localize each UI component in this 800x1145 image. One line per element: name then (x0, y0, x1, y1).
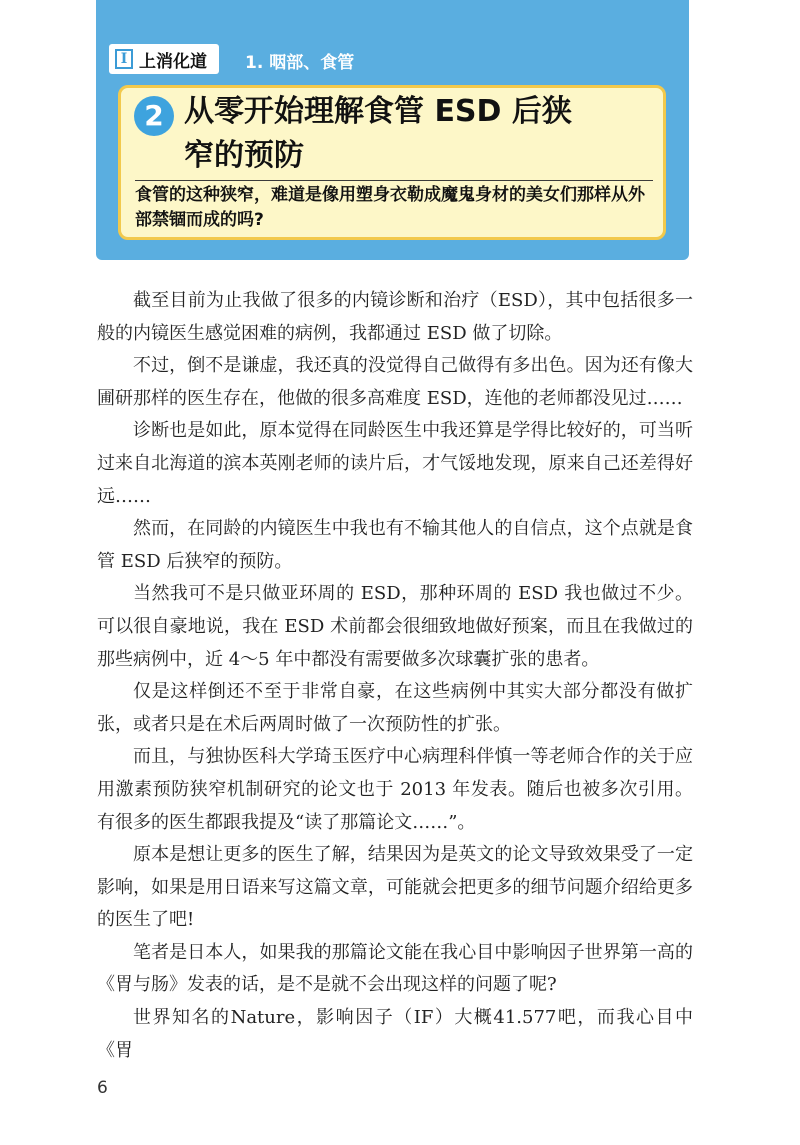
body-text (97, 285, 693, 1067)
section-label (109, 44, 219, 74)
chapter-title-line2: 窄的预防 (184, 138, 304, 173)
chapter-title-line1: 从零开始理解食管 ESD 后狭 (184, 94, 572, 129)
section-roman-numeral: I (115, 49, 133, 69)
page-number: 6 (97, 1078, 108, 1098)
paragraph: 而且，与独协医科大学琦玉医疗中心病理科伴慎一等老师合作的关于应用激素预防狭窄机制研究的论文也于 2013 年发表。随后也被多次引用。有很多的医生都跟我提及“读了那篇论文……”。 (97, 746, 693, 833)
paragraph: 原本是想让更多的医生了解，结果因为是英文的论文导致效果受了一定影响，如果是用日语来写这篇文章，可能就会把更多的细节问题介绍给更多的医生了吧! (97, 844, 693, 931)
subsection-title: 1. 咽部、食管 (245, 53, 355, 73)
paragraph: 截至目前为止我做了很多的内镜诊断和治疗（ESD），其中包括很多一般的内镜医生感觉困难的病例，我都通过 ESD 做了切除。 (97, 290, 693, 344)
paragraph: 笔者是日本人，如果我的那篇论文能在我心目中影响因子世界第一高的《胃与肠》发表的话，是不是就不会出现这样的问题了呢? (97, 941, 693, 996)
chapter-number-badge: 2 (134, 96, 174, 136)
paragraph: 然而，在同龄的内镜医生中我也有不输其他人的自信点，这个点就是食管 ESD 后狭窄的预防。 (97, 518, 693, 572)
chapter-sub-question: 食管的这种狭窄，难道是像用塑身衣勒成魔鬼身材的美女们那样从外部禁锢而成的吗? (135, 185, 645, 230)
chapter-title-box (118, 85, 666, 240)
paragraph: 当然我可不是只做亚环周的 ESD，那种环周的 ESD 我也做过不少。可以很自豪地说，我在 ESD 术前都会很细致地做好预案，而且在我做过的那些病例中，近 4～5 年中都没有需要做多次球囊扩张的患者。 (97, 583, 693, 670)
paragraph: 世界知名的Nature，影响因子（IF）大概41.577吧，而我心目中《胃 (97, 1007, 693, 1061)
section-label-text: 上消化道 (139, 51, 207, 72)
paragraph: 仅是这样倒还不至于非常自豪，在这些病例中其实大部分都没有做扩张，或者只是在术后两周时做了一次预防性的扩张。 (97, 681, 693, 735)
paragraph: 不过，倒不是谦虚，我还真的没觉得自己做得有多出色。因为还有像大圃研那样的医生存在，他做的很多高难度 ESD，连他的老师都没见过…… (97, 355, 693, 409)
title-divider (135, 180, 653, 181)
paragraph: 诊断也是如此，原本觉得在同龄医生中我还算是学得比较好的，可当听过来自北海道的滨本英刚老师的读片后，才气馁地发现，原来自己还差得好远…… (97, 420, 693, 507)
